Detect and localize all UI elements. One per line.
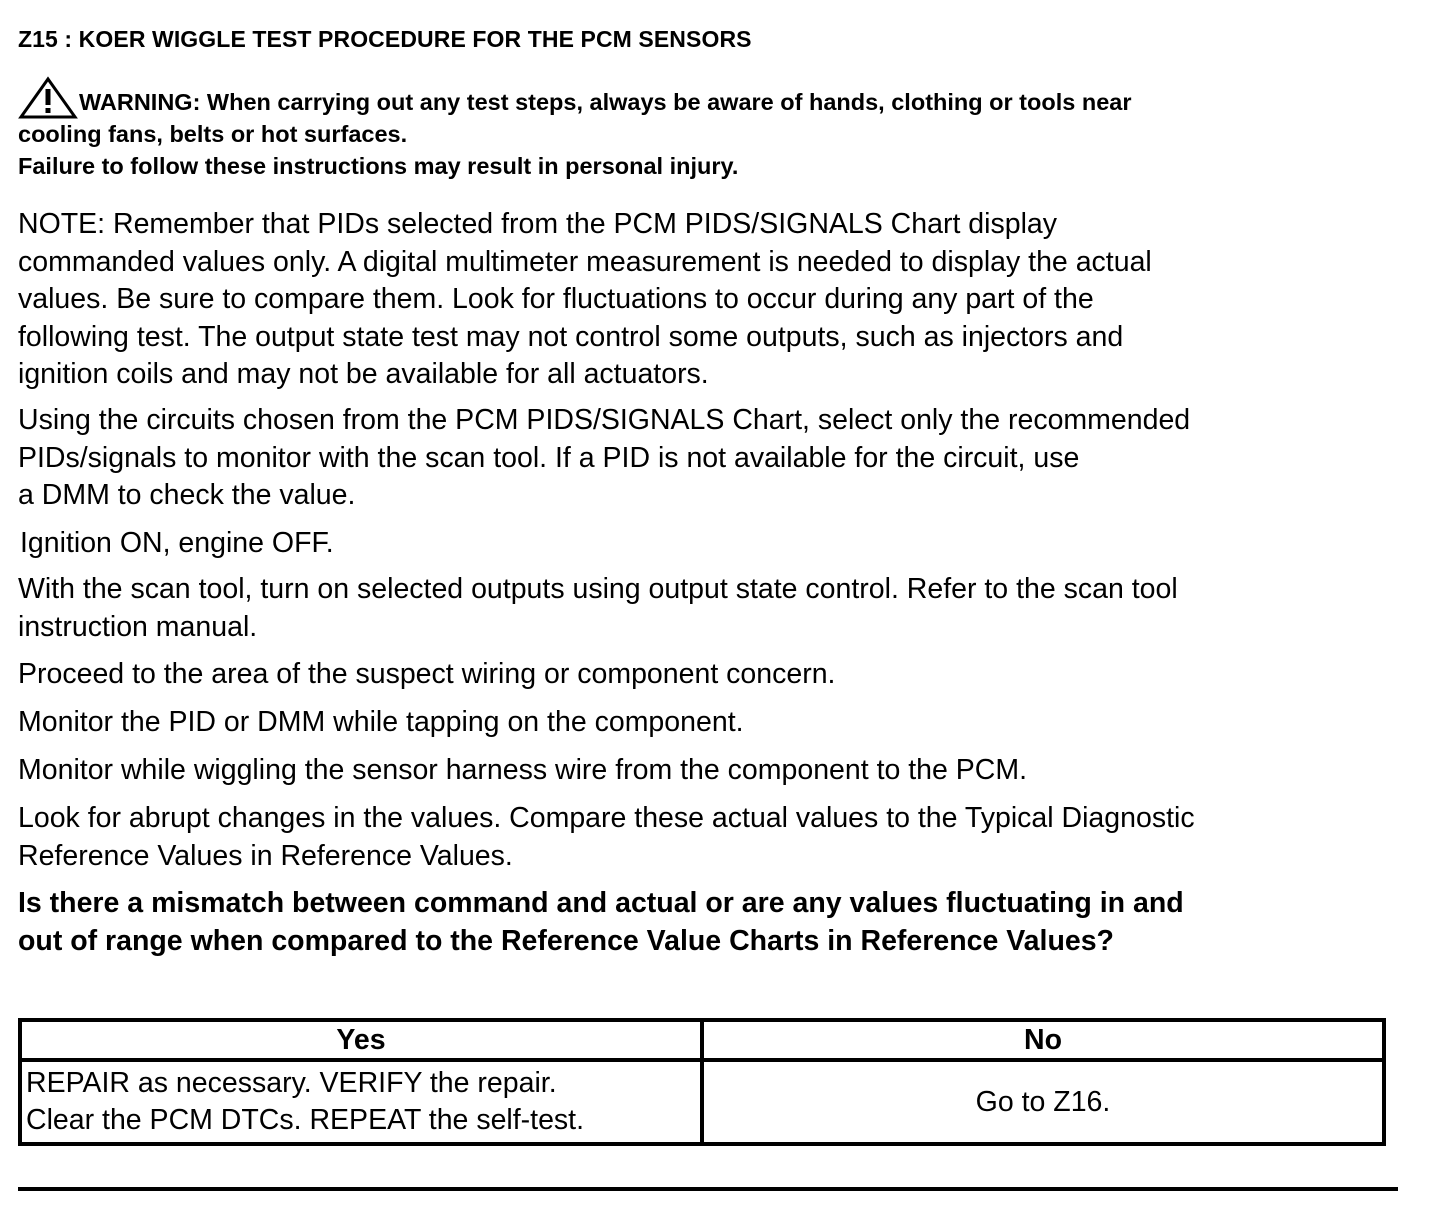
note-line: following test. The output state test may not control some outputs, such as injectors and [18,320,1124,353]
step-line: With the scan tool, turn on selected outputs using output state control. Refer to the scan tool [18,573,1178,605]
decision-question [18,885,1184,960]
step-line: Reference Values in Reference Values. [18,839,513,872]
question-line: Is there a mismatch between command and actual or are any values fluctuating in and [18,887,1184,919]
note-line: commanded values only. A digital multimeter measurement is needed to display the actual [18,245,1152,278]
step-line: Monitor while wiggling the sensor harness wire from the component to the PCM. [18,754,1028,786]
step-ignition [20,525,1410,563]
yes-header: Yes [20,1020,702,1060]
note-line: NOTE: Remember that PIDs selected from the PCM PIDS/SIGNALS Chart display [18,208,1058,240]
step-line: Proceed to the area of the suspect wiring or component concern. [18,658,836,690]
note-paragraph [18,206,1408,394]
table-header-row [20,1020,1384,1060]
no-action-cell: Go to Z16. [702,1060,1384,1144]
step-line: Using the circuits chosen from the PCM PIDS/SIGNALS Chart, select only the recommended [18,404,1191,436]
table-row [20,1060,1384,1144]
warning-triangle-icon [18,76,78,120]
step-line: PIDs/signals to monitor with the scan tool. If a PID is not available for the circuit, use [18,441,1080,474]
step-wiggling [18,752,1408,790]
warning-text-1: WARNING: When carrying out any test steps, always be aware of hands, clothing or tools near [79,89,1132,115]
step-proceed [18,656,1408,694]
step-line: Monitor the PID or DMM while tapping on the component. [18,706,744,738]
note-line: values. Be sure to compare them. Look for fluctuations to occur during any part of the [18,283,1094,315]
yes-action-line: REPAIR as necessary. VERIFY the repair. [26,1067,557,1099]
step-line: Look for abrupt changes in the values. Compare these actual values to the Typical Diagnostic [18,802,1195,834]
note-line: ignition coils and may not be available for all actuators. [18,358,709,390]
step-line: a DMM to check the value. [18,479,356,511]
step-line: Ignition ON, engine OFF. [20,527,334,559]
warning-block [18,74,1408,182]
page-title: Z15 : KOER WIGGLE TEST PROCEDURE FOR THE PCM SENSORS [18,26,752,52]
step-circuits [18,402,1408,515]
no-header: No [702,1020,1384,1060]
warning-line-1 [18,74,1408,118]
yes-action-cell [20,1060,702,1144]
step-look [18,800,1408,875]
step-scan-tool [18,571,1408,646]
yes-no-table [18,1018,1386,1146]
question-line: out of range when compared to the Reference Value Charts in Reference Values? [18,924,1114,957]
step-line: instruction manual. [18,610,258,643]
bottom-divider [18,1187,1398,1191]
warning-line-2: cooling fans, belts or hot surfaces. [18,121,408,147]
step-tapping [18,704,1408,742]
yes-action-line: Clear the PCM DTCs. REPEAT the self-test. [26,1104,585,1136]
warning-line-3: Failure to follow these instructions may result in personal injury. [18,153,739,179]
